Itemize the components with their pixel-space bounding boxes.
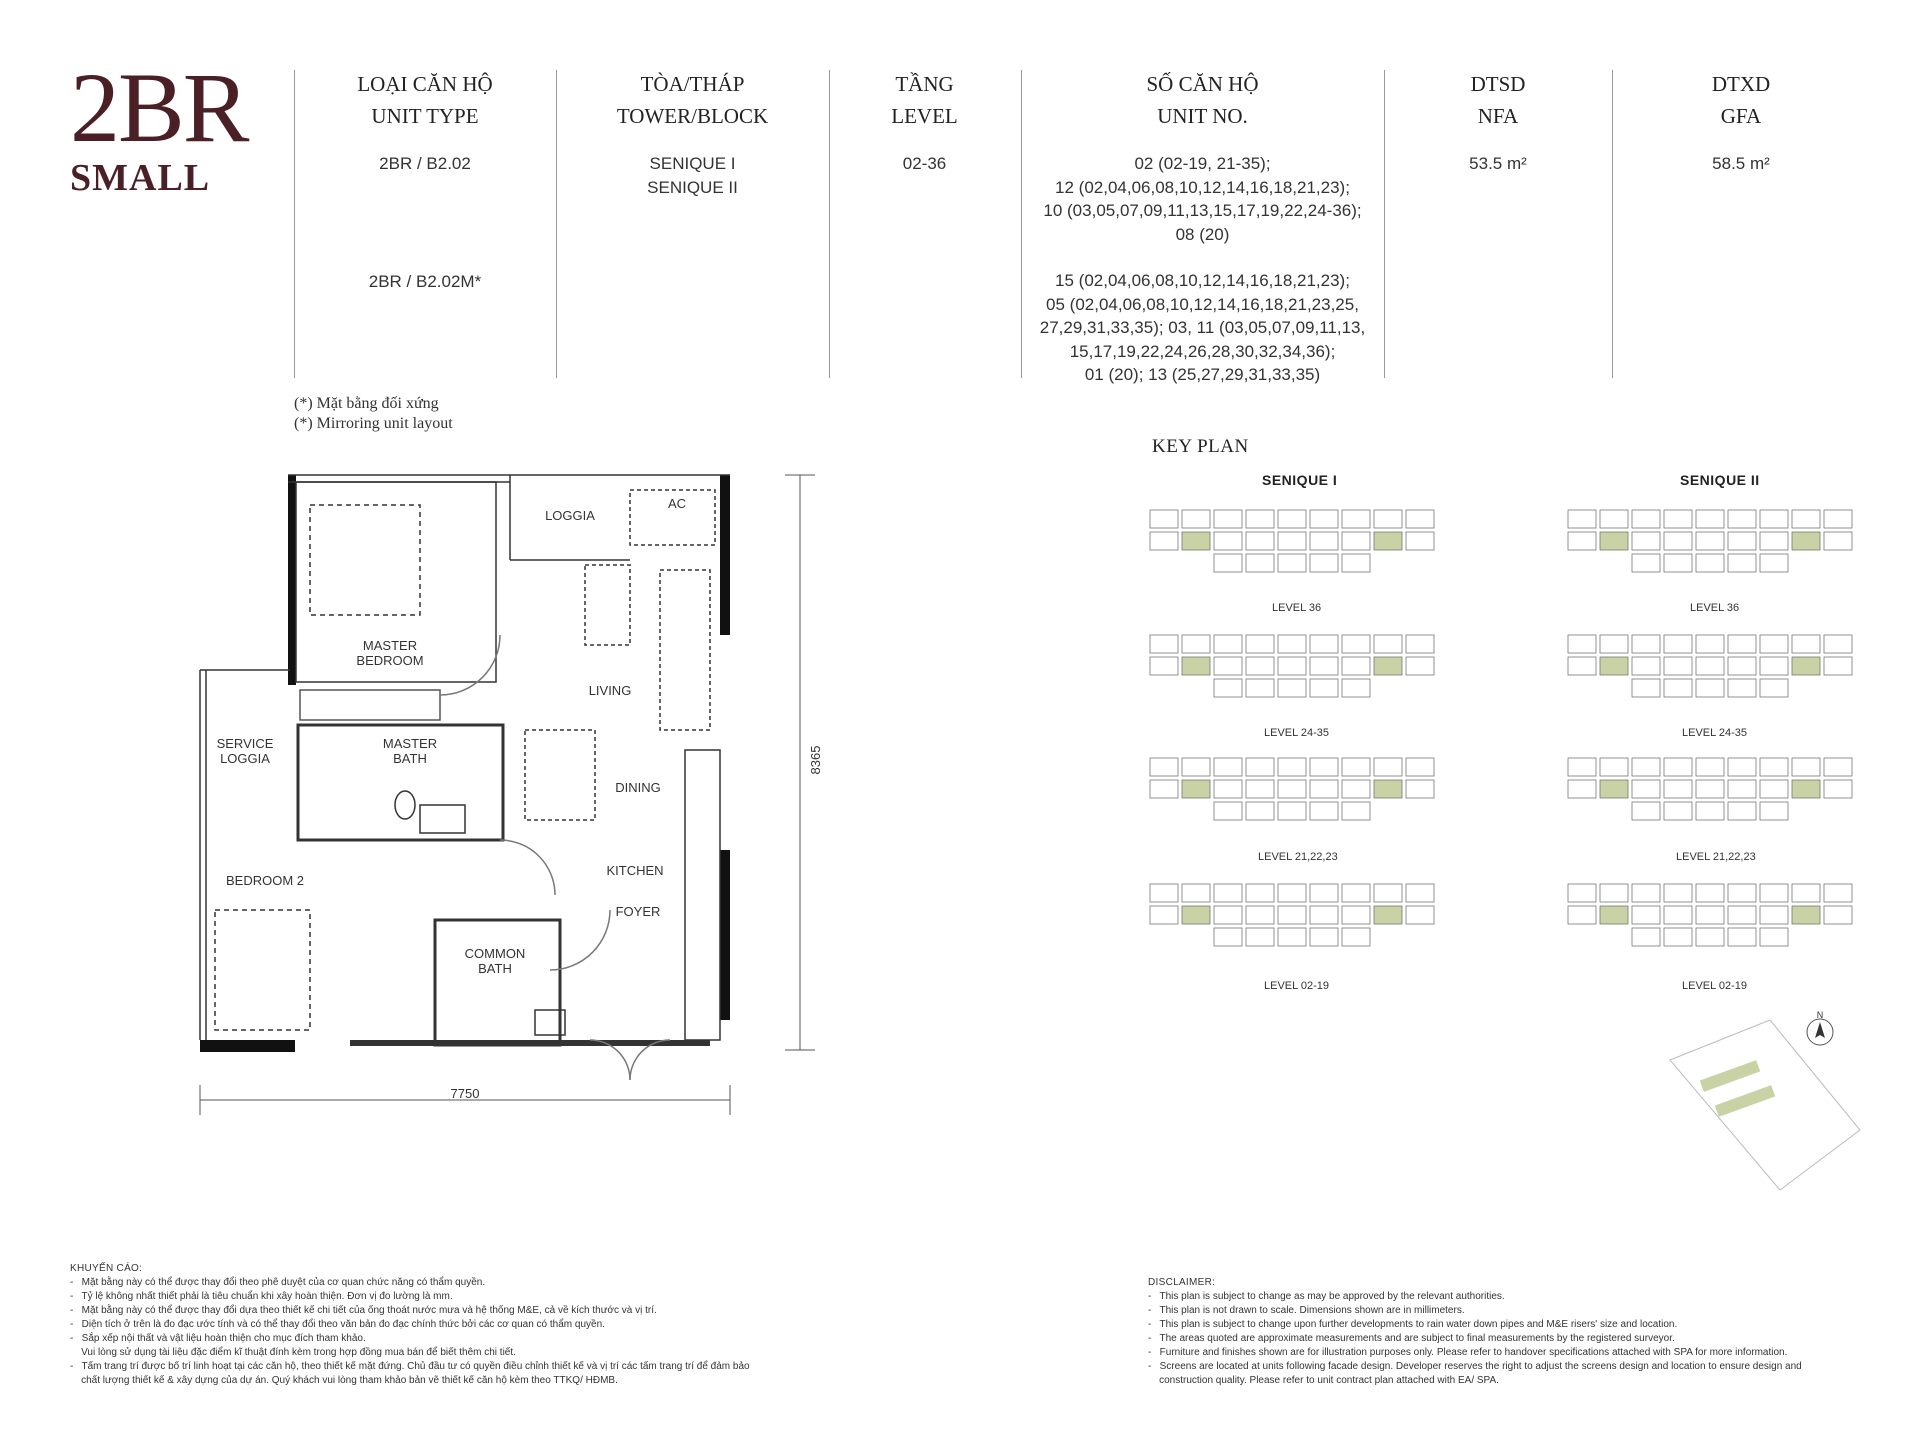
keyplan-unit bbox=[1182, 635, 1210, 653]
keyplan-unit bbox=[1568, 532, 1596, 550]
keyplan-unit bbox=[1728, 906, 1756, 924]
room-service-loggia-2: LOGGIA bbox=[220, 751, 270, 766]
disclaimer-line: - The areas quoted are approximate measurements and are subject to final measurements by the registered surveyor. bbox=[1148, 1333, 1675, 1344]
keyplan-unit bbox=[1824, 510, 1852, 528]
disclaimer-en bbox=[1148, 1276, 1908, 1388]
keyplan-unit bbox=[1696, 884, 1724, 902]
divider bbox=[294, 70, 295, 378]
brand-line1: 2BR bbox=[70, 52, 248, 163]
header-tower-en: TOWER/BLOCK bbox=[616, 104, 769, 128]
keyplan-unit bbox=[1696, 906, 1724, 924]
room-dining: DINING bbox=[615, 780, 661, 795]
keyplan-unit bbox=[1632, 554, 1660, 572]
room-kitchen: KITCHEN bbox=[606, 863, 664, 878]
keyplan-unit bbox=[1406, 906, 1434, 924]
units-b-2: 27,29,31,33,35); 03, 11 (03,05,07,09,11,13, bbox=[1039, 318, 1366, 337]
header-unit-no-en: UNIT NO. bbox=[1157, 104, 1248, 128]
keyplan-unit bbox=[1760, 532, 1788, 550]
nfa-value: 53.5 m² bbox=[1469, 154, 1527, 173]
keyplan-unit bbox=[1342, 679, 1370, 697]
keyplan-unit bbox=[1342, 802, 1370, 820]
disclaimer-line: - Tỷ lệ không nhất thiết phải là tiêu chuẩn khi xây hoàn thiện. Đơn vị đo lường là mm. bbox=[70, 1291, 453, 1302]
room-master-bedroom-2: BEDROOM bbox=[356, 653, 424, 668]
keyplan-unit bbox=[1246, 884, 1274, 902]
units-a-1: 12 (02,04,06,08,10,12,14,16,18,21,23); bbox=[1055, 177, 1350, 197]
dimension-height: 8365 bbox=[808, 745, 823, 775]
gfa-value: 58.5 m² bbox=[1712, 154, 1770, 173]
keyplan-unit bbox=[1278, 657, 1306, 675]
keyplan-unit bbox=[1824, 906, 1852, 924]
keyplan-unit bbox=[1214, 657, 1242, 675]
keyplan-unit bbox=[1214, 780, 1242, 798]
col-nfa bbox=[1388, 68, 1608, 176]
keyplan-unit-highlight bbox=[1182, 906, 1210, 924]
keyplan-unit bbox=[1632, 802, 1660, 820]
keyplan-unit bbox=[1760, 554, 1788, 572]
keyplan-unit bbox=[1214, 532, 1242, 550]
keyplan-unit bbox=[1664, 554, 1692, 572]
keyplan-unit bbox=[1374, 510, 1402, 528]
keyplan-plate bbox=[1568, 635, 1852, 697]
keyplan-unit bbox=[1342, 758, 1370, 776]
room-common-bath-2: BATH bbox=[478, 961, 512, 976]
wall bbox=[720, 475, 730, 635]
keyplan-unit bbox=[1728, 532, 1756, 550]
wall bbox=[720, 850, 730, 1020]
keyplan-unit bbox=[1278, 906, 1306, 924]
keyplan-unit bbox=[1278, 802, 1306, 820]
disclaimer-line: - Mặt bằng này có thể được thay đổi theo phê duyệt của cơ quan chức năng có thẩm quyền. bbox=[70, 1277, 486, 1288]
keyplan-unit bbox=[1824, 758, 1852, 776]
keyplan-unit bbox=[1632, 635, 1660, 653]
header-tower-vi: TÒA/THÁP bbox=[640, 72, 745, 96]
room-common-bath-1: COMMON bbox=[464, 946, 526, 961]
keyplan-unit bbox=[1728, 510, 1756, 528]
room-ac: AC bbox=[667, 496, 687, 511]
keyplan-unit bbox=[1406, 780, 1434, 798]
keyplan-unit bbox=[1728, 802, 1756, 820]
keyplan-unit bbox=[1600, 510, 1628, 528]
units-a-0: 02 (02-19, 21-35); bbox=[1134, 154, 1271, 173]
keyplan-unit-highlight bbox=[1374, 906, 1402, 924]
disclaimer-line: - This plan is not drawn to scale. Dimensions shown are in millimeters. bbox=[1148, 1305, 1465, 1316]
wall bbox=[200, 1040, 295, 1052]
keyplan-unit bbox=[1310, 884, 1338, 902]
keyplan-unit bbox=[1760, 780, 1788, 798]
keyplan-unit bbox=[1696, 679, 1724, 697]
keyplan-unit bbox=[1278, 884, 1306, 902]
keyplan-unit bbox=[1150, 635, 1178, 653]
keyplan-unit bbox=[1310, 928, 1338, 946]
keyplan-unit bbox=[1246, 554, 1274, 572]
keyplan-unit bbox=[1600, 884, 1628, 902]
keyplan-unit bbox=[1310, 802, 1338, 820]
keyplan-unit-highlight bbox=[1374, 780, 1402, 798]
keyplan-unit bbox=[1214, 906, 1242, 924]
keyplan-unit bbox=[1150, 532, 1178, 550]
keyplan-unit-highlight bbox=[1374, 532, 1402, 550]
divider bbox=[1612, 70, 1613, 378]
keyplan-unit bbox=[1792, 510, 1820, 528]
keyplan-unit bbox=[1182, 758, 1210, 776]
brand-line2: SMALL bbox=[70, 157, 211, 199]
room-master-bedroom-1: MASTER bbox=[362, 638, 418, 653]
keyplan-unit bbox=[1342, 532, 1370, 550]
keyplan-unit bbox=[1696, 532, 1724, 550]
keyplan-unit bbox=[1568, 657, 1596, 675]
keyplan-unit bbox=[1728, 780, 1756, 798]
keyplan-unit bbox=[1696, 928, 1724, 946]
keyplan-unit-highlight bbox=[1792, 532, 1820, 550]
keyplan-unit bbox=[1214, 510, 1242, 528]
keyplan-unit bbox=[1310, 635, 1338, 653]
keyplan-unit bbox=[1214, 635, 1242, 653]
keyplan-unit bbox=[1728, 635, 1756, 653]
keyplan-unit bbox=[1760, 758, 1788, 776]
keyplan-unit bbox=[1792, 884, 1820, 902]
disclaimer-vi-title: KHUYẾN CÁO: bbox=[70, 1263, 143, 1274]
keyplan-unit bbox=[1728, 679, 1756, 697]
keyplan-unit bbox=[1150, 906, 1178, 924]
keyplan-unit bbox=[1406, 657, 1434, 675]
col-unit-type bbox=[300, 68, 550, 293]
keyplan-unit bbox=[1246, 635, 1274, 653]
room-living: LIVING bbox=[588, 683, 632, 698]
keyplan-unit bbox=[1696, 657, 1724, 675]
keyplan-unit bbox=[1632, 780, 1660, 798]
header-level-vi: TẦNG bbox=[895, 72, 954, 96]
keyplan-unit bbox=[1728, 928, 1756, 946]
keyplan-unit bbox=[1310, 510, 1338, 528]
keyplan-unit bbox=[1150, 657, 1178, 675]
header-nfa-en: NFA bbox=[1477, 104, 1519, 128]
keyplan-unit bbox=[1278, 928, 1306, 946]
disclaimer-line: - Furniture and finishes shown are for illustration purposes only. Please refer to handover specifications attached with SPA for more information. bbox=[1148, 1347, 1788, 1358]
keyplan-unit bbox=[1792, 758, 1820, 776]
keyplan-tower-1: SENIQUE I bbox=[1262, 472, 1338, 488]
keyplan-unit bbox=[1664, 928, 1692, 946]
keyplan-unit-highlight bbox=[1182, 780, 1210, 798]
units-a-3: 08 (20) bbox=[1175, 224, 1230, 244]
level-label: LEVEL 36 bbox=[1690, 602, 1740, 614]
tower-2: SENIQUE II bbox=[647, 177, 738, 197]
units-b-4: 01 (20); 13 (25,27,29,31,33,35) bbox=[1084, 365, 1321, 384]
keyplan-unit bbox=[1696, 802, 1724, 820]
keyplan-unit bbox=[1214, 928, 1242, 946]
level-value: 02-36 bbox=[902, 154, 947, 173]
room-master-bath-2: BATH bbox=[393, 751, 427, 766]
mirror-note bbox=[294, 394, 453, 434]
keyplan-unit bbox=[1728, 657, 1756, 675]
keyplan-unit bbox=[1342, 635, 1370, 653]
keyplan-unit bbox=[1214, 884, 1242, 902]
col-unit-no bbox=[1025, 68, 1380, 387]
keyplan-unit bbox=[1246, 758, 1274, 776]
keyplan-unit bbox=[1632, 679, 1660, 697]
keyplan-unit bbox=[1760, 657, 1788, 675]
disclaimer-line: - Screens are located at units following facade design. Developer reserves the right to adjust the screens design and location to ensure design and bbox=[1148, 1361, 1802, 1372]
level-label: LEVEL 36 bbox=[1272, 602, 1322, 614]
keyplan-unit bbox=[1310, 906, 1338, 924]
tower-1: SENIQUE I bbox=[649, 154, 736, 173]
keyplan-unit bbox=[1342, 657, 1370, 675]
keyplan-unit bbox=[1664, 780, 1692, 798]
keyplan-unit bbox=[1824, 532, 1852, 550]
room-bedroom-2: BEDROOM 2 bbox=[225, 873, 305, 888]
keyplan-plate bbox=[1150, 884, 1434, 946]
keyplan-unit bbox=[1632, 906, 1660, 924]
keyplan-unit-highlight bbox=[1600, 532, 1628, 550]
keyplan-unit bbox=[1728, 884, 1756, 902]
level-label: LEVEL 24-35 bbox=[1682, 727, 1748, 739]
keyplan-unit bbox=[1310, 679, 1338, 697]
divider bbox=[829, 70, 830, 378]
keyplan-unit bbox=[1568, 780, 1596, 798]
room-foyer: FOYER bbox=[615, 904, 661, 919]
keyplan-unit bbox=[1568, 510, 1596, 528]
units-b-0: 15 (02,04,06,08,10,12,14,16,18,21,23); bbox=[1055, 271, 1350, 290]
keyplan-unit bbox=[1664, 679, 1692, 697]
keyplan-unit bbox=[1664, 657, 1692, 675]
keyplan-unit bbox=[1214, 758, 1242, 776]
keyplan-unit bbox=[1342, 780, 1370, 798]
keyplan-unit bbox=[1214, 802, 1242, 820]
keyplan-unit bbox=[1760, 635, 1788, 653]
keyplan-tower-2: SENIQUE II bbox=[1680, 472, 1760, 488]
keyplan-unit bbox=[1760, 802, 1788, 820]
room-loggia: LOGGIA bbox=[545, 508, 595, 523]
disclaimer-line: chất lượng thiết kế & xây dựng của dự án. Quý khách vui lòng tham khảo bản vẽ thiết kế căn hộ kèm theo TTKQ/ HĐMB. bbox=[70, 1375, 618, 1386]
keyplan-unit bbox=[1246, 679, 1274, 697]
keyplan-unit bbox=[1278, 679, 1306, 697]
disclaimer-line: - Mặt bằng này có thể được thay đổi dựa theo thiết kế chi tiết của ống thoát nước mưa và hệ thống M&E, cả về kích thước và vị trí. bbox=[70, 1305, 657, 1316]
divider bbox=[1384, 70, 1385, 378]
keyplan-unit bbox=[1406, 635, 1434, 653]
keyplan-unit-highlight bbox=[1792, 657, 1820, 675]
keyplan-unit bbox=[1214, 554, 1242, 572]
keyplan-unit bbox=[1664, 635, 1692, 653]
keyplan-unit bbox=[1246, 510, 1274, 528]
keyplan-unit bbox=[1696, 758, 1724, 776]
keyplan-unit bbox=[1246, 928, 1274, 946]
keyplan-unit-highlight bbox=[1792, 780, 1820, 798]
keyplan-unit bbox=[1406, 758, 1434, 776]
disclaimer-en-title: DISCLAIMER: bbox=[1148, 1277, 1216, 1288]
keyplan-unit bbox=[1568, 884, 1596, 902]
divider bbox=[556, 70, 557, 378]
keyplan-unit-highlight bbox=[1600, 657, 1628, 675]
keyplan-unit bbox=[1246, 802, 1274, 820]
keyplan-unit bbox=[1342, 906, 1370, 924]
header-unit-no-vi: SỐ CĂN HỘ bbox=[1146, 72, 1259, 96]
keyplan-unit-highlight bbox=[1182, 532, 1210, 550]
col-gfa bbox=[1616, 68, 1866, 176]
keyplan-unit bbox=[1150, 780, 1178, 798]
unit-type-2: 2BR / B2.02M* bbox=[368, 271, 482, 291]
keyplan-unit bbox=[1600, 758, 1628, 776]
keyplan-unit-highlight bbox=[1182, 657, 1210, 675]
keyplan-unit bbox=[1728, 758, 1756, 776]
keyplan-unit bbox=[1342, 554, 1370, 572]
keyplan-unit bbox=[1182, 510, 1210, 528]
header-nfa-vi: DTSD bbox=[1470, 72, 1526, 96]
keyplan-unit bbox=[1342, 510, 1370, 528]
keyplan-unit bbox=[1150, 758, 1178, 776]
level-label: LEVEL 02-19 bbox=[1682, 980, 1748, 992]
keyplan-plate bbox=[1568, 884, 1852, 946]
keyplan-unit bbox=[1246, 780, 1274, 798]
keyplan-unit bbox=[1632, 510, 1660, 528]
keyplan-unit bbox=[1792, 635, 1820, 653]
keyplan-unit bbox=[1696, 510, 1724, 528]
keyplan-unit bbox=[1406, 510, 1434, 528]
keyplan-unit bbox=[1182, 884, 1210, 902]
keyplan-unit bbox=[1568, 906, 1596, 924]
keyplan-unit bbox=[1696, 635, 1724, 653]
keyplan-unit bbox=[1406, 532, 1434, 550]
keyplan-unit bbox=[1728, 554, 1756, 572]
level-label: LEVEL 02-19 bbox=[1264, 980, 1330, 992]
keyplan-unit bbox=[1696, 780, 1724, 798]
disclaimer-line: construction quality. Please refer to unit contract plan attached with EA/ SPA. bbox=[1148, 1375, 1499, 1386]
mirror-note-vi: (*) Mặt bằng đối xứng bbox=[294, 395, 439, 412]
keyplan-unit bbox=[1824, 635, 1852, 653]
keyplan-unit bbox=[1214, 679, 1242, 697]
keyplan-unit bbox=[1374, 884, 1402, 902]
keyplan-plate bbox=[1568, 510, 1852, 572]
header-gfa-en: GFA bbox=[1720, 104, 1762, 128]
disclaimer-line: - Sắp xếp nội thất và vật liệu hoàn thiện cho mục đích tham khảo. bbox=[70, 1333, 366, 1344]
disclaimer-line: - Tấm trang trí được bố trí linh hoạt tại các căn hộ, theo thiết kế mặt đứng. Chủ đầu tư có quyền điều chỉnh thiết kế và vị trí các tấm trang trí để đảm bảo bbox=[70, 1361, 750, 1372]
keyplan-unit bbox=[1760, 679, 1788, 697]
keyplan-unit bbox=[1246, 657, 1274, 675]
keyplan-unit-highlight bbox=[1374, 657, 1402, 675]
keyplan-unit bbox=[1632, 884, 1660, 902]
keyplan-unit bbox=[1664, 884, 1692, 902]
wall bbox=[288, 475, 296, 685]
keyplan-unit bbox=[1278, 758, 1306, 776]
dimension-width: 7750 bbox=[450, 1086, 480, 1101]
keyplan-unit bbox=[1824, 884, 1852, 902]
header-gfa-vi: DTXD bbox=[1711, 72, 1771, 96]
keyplan-unit bbox=[1664, 532, 1692, 550]
keyplan-unit-highlight bbox=[1600, 906, 1628, 924]
keyplan-unit-highlight bbox=[1600, 780, 1628, 798]
keyplan-unit bbox=[1310, 780, 1338, 798]
keyplan-unit bbox=[1760, 510, 1788, 528]
brand-title bbox=[70, 52, 248, 200]
disclaimer-vi bbox=[70, 1262, 830, 1388]
keyplan-unit bbox=[1600, 635, 1628, 653]
mirror-note-en: (*) Mirroring unit layout bbox=[294, 415, 453, 432]
keyplan-unit bbox=[1664, 802, 1692, 820]
disclaimer-line: - Diện tích ở trên là đo đạc ước tính và có thể thay đổi theo văn bản đo đạc chính thức bởi các cơ quan có thẩm quyền. bbox=[70, 1319, 605, 1330]
keyplan-plate bbox=[1568, 758, 1852, 820]
keyplan-unit bbox=[1278, 510, 1306, 528]
keyplan-unit bbox=[1632, 758, 1660, 776]
keyplan-unit-highlight bbox=[1792, 906, 1820, 924]
keyplan-diagrams bbox=[1140, 500, 1900, 1060]
keyplan-title: KEY PLAN bbox=[1152, 436, 1249, 457]
keyplan-unit bbox=[1568, 758, 1596, 776]
keyplan-unit bbox=[1824, 657, 1852, 675]
disclaimer-line: - This plan is subject to change as may be approved by the relevant authorities. bbox=[1148, 1291, 1505, 1302]
keyplan-unit bbox=[1278, 780, 1306, 798]
keyplan-unit bbox=[1664, 510, 1692, 528]
header-level-en: LEVEL bbox=[891, 104, 958, 128]
room-service-loggia-1: SERVICE bbox=[216, 736, 274, 751]
keyplan-unit bbox=[1150, 884, 1178, 902]
keyplan-unit bbox=[1696, 554, 1724, 572]
room-master-bath-1: MASTER bbox=[382, 736, 438, 751]
keyplan-unit bbox=[1278, 635, 1306, 653]
keyplan-unit bbox=[1664, 906, 1692, 924]
keyplan-unit bbox=[1310, 554, 1338, 572]
keyplan-unit bbox=[1406, 884, 1434, 902]
keyplan-plate bbox=[1150, 510, 1434, 572]
keyplan-unit bbox=[1664, 758, 1692, 776]
keyplan-unit bbox=[1342, 884, 1370, 902]
keyplan-unit bbox=[1374, 758, 1402, 776]
units-b-1: 05 (02,04,06,08,10,12,14,16,18,21,23,25, bbox=[1046, 294, 1359, 314]
level-label: LEVEL 21,22,23 bbox=[1258, 851, 1338, 863]
keyplan-unit bbox=[1824, 780, 1852, 798]
keyplan-unit bbox=[1342, 928, 1370, 946]
unit-type-1: 2BR / B2.02 bbox=[379, 154, 471, 173]
keyplan-unit bbox=[1760, 928, 1788, 946]
keyplan-plate bbox=[1150, 635, 1434, 697]
keyplan-unit bbox=[1374, 635, 1402, 653]
col-tower bbox=[560, 68, 825, 199]
keyplan-unit bbox=[1278, 532, 1306, 550]
keyplan-unit bbox=[1246, 532, 1274, 550]
keyplan-unit bbox=[1246, 906, 1274, 924]
units-b-3: 15,17,19,22,24,26,28,30,32,34,36); bbox=[1069, 341, 1336, 361]
north-label: N bbox=[1816, 1010, 1824, 1020]
keyplan-unit bbox=[1568, 635, 1596, 653]
keyplan-unit bbox=[1150, 510, 1178, 528]
header-unit-type-en: UNIT TYPE bbox=[371, 104, 479, 128]
col-level bbox=[832, 68, 1017, 176]
keyplan-unit bbox=[1632, 928, 1660, 946]
keyplan-unit bbox=[1632, 532, 1660, 550]
units-a-2: 10 (03,05,07,09,11,13,15,17,19,22,24-36); bbox=[1043, 201, 1362, 220]
keyplan-plate bbox=[1150, 758, 1434, 820]
level-label: LEVEL 21,22,23 bbox=[1676, 851, 1756, 863]
header-unit-type-vi: LOẠI CĂN HỘ bbox=[357, 72, 493, 96]
divider bbox=[1021, 70, 1022, 378]
keyplan-unit bbox=[1310, 657, 1338, 675]
keyplan-unit bbox=[1310, 532, 1338, 550]
keyplan-unit bbox=[1632, 657, 1660, 675]
keyplan-unit bbox=[1760, 884, 1788, 902]
disclaimer-line: Vui lòng sử dụng tài liệu đặc điểm kĩ thuật đính kèm trong hợp đồng mua bán để biết thêm chi tiết. bbox=[70, 1347, 516, 1358]
disclaimer-line: - This plan is subject to change upon further developments to rain water down pipes and M&E risers' size and location. bbox=[1148, 1319, 1678, 1330]
floor-plan bbox=[190, 460, 840, 1120]
keyplan-unit bbox=[1310, 758, 1338, 776]
keyplan-unit bbox=[1278, 554, 1306, 572]
level-label: LEVEL 24-35 bbox=[1264, 727, 1330, 739]
keyplan-unit bbox=[1760, 906, 1788, 924]
